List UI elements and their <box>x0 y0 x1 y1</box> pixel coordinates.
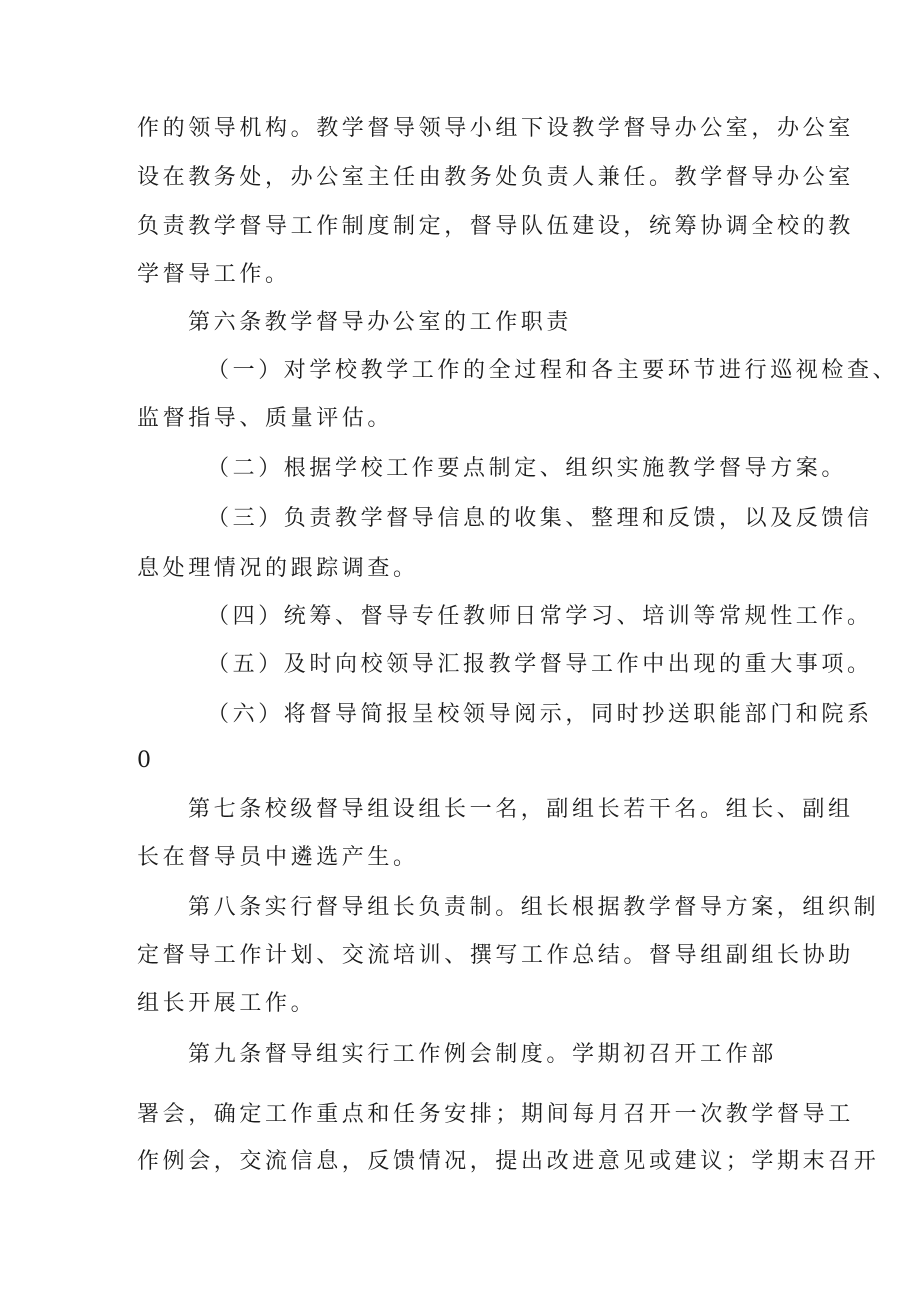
text-line: 第九条督导组实行工作例会制度。学期初召开工作部 <box>188 1042 777 1067</box>
text-line: 作例会，交流信息，反馈情况，提出改进意见或建议；学期末召开 <box>137 1149 880 1174</box>
text-line: 长在督导员中遴选产生。 <box>137 845 419 870</box>
text-line: （四）统筹、督导专任教师日常学习、培训等常规性工作。 <box>207 604 873 629</box>
text-line: （六）将督导简报呈校领导阅示，同时抄送职能部门和院系 <box>207 702 873 727</box>
text-line: 0 <box>137 748 155 773</box>
text-line: 监督指导、质量评估。 <box>137 406 394 431</box>
text-line: 负责教学督导工作制度制定，督导队伍建设，统筹协调全校的教 <box>137 214 854 239</box>
text-line: 组长开展工作。 <box>137 991 317 1016</box>
article-heading: 第六条教学督导办公室的工作职责 <box>188 310 573 335</box>
text-line: （二）根据学校工作要点制定、组织实施教学督导方案。 <box>207 456 848 481</box>
text-line: （五）及时向校领导汇报教学督导工作中出现的重大事项。 <box>207 652 873 677</box>
text-line: 定督导工作计划、交流培训、撰写工作总结。督导组副组长协助 <box>137 943 854 968</box>
text-line: 学督导工作。 <box>137 262 291 287</box>
text-line: 署会，确定工作重点和任务安排；期间每月召开一次教学督导工 <box>137 1102 854 1127</box>
text-line: 设在教务处，办公室主任由教务处负责人兼任。教学督导办公室 <box>137 165 854 190</box>
text-line: （三）负责教学督导信息的收集、整理和反馈，以及反馈信 <box>207 506 873 531</box>
text-line: （一）对学校教学工作的全过程和各主要环节进行巡视检查、 <box>207 358 899 383</box>
text-line: 息处理情况的跟踪调查。 <box>137 556 419 581</box>
text-line: 第七条校级督导组设组长一名，副组长若干名。组长、副组 <box>188 797 854 822</box>
text-line: 作的领导机构。教学督导领导小组下设教学督导办公室，办公室 <box>137 116 854 141</box>
text-line: 第八条实行督导组长负责制。组长根据教学督导方案，组织制 <box>188 895 880 920</box>
